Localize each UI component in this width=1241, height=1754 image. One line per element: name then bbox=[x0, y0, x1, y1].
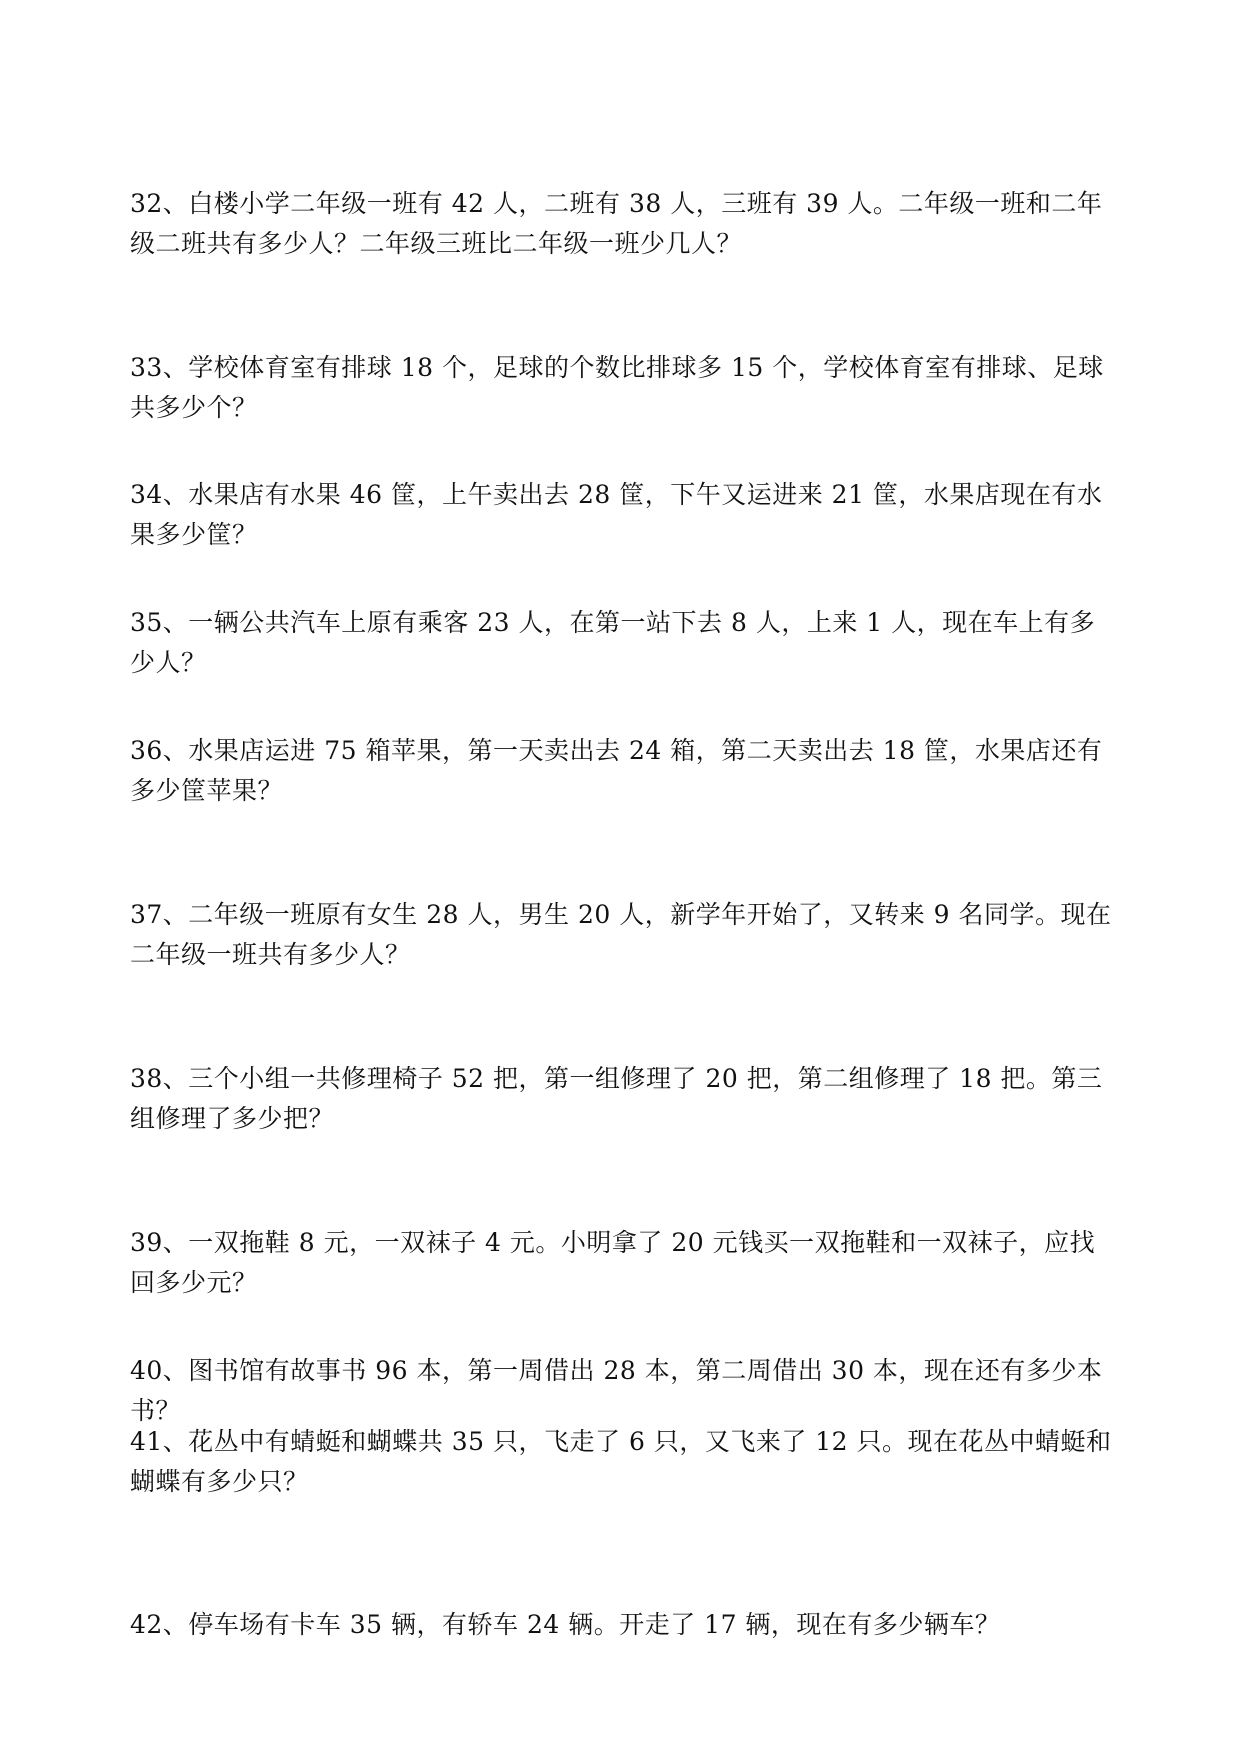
problem-38: 38、三个小组一共修理椅子 52 把，第一组修理了 20 把，第二组修理了 18 把。第三组修理了多少把？ bbox=[130, 1064, 1103, 1133]
problem-41: 41、花丛中有蜻蜓和蝴蝶共 35 只，飞走了 6 只，又飞来了 12 只。现在花丛中蜻蜓和蝴蝶有多少只？ bbox=[130, 1427, 1112, 1496]
problem-42: 42、停车场有卡车 35 辆，有轿车 24 辆。开走了 17 辆，现在有多少辆车？ bbox=[130, 1610, 1001, 1639]
problem-37: 37、二年级一班原有女生 28 人，男生 20 人，新学年开始了，又转来 9 名同学。现在二年级一班共有多少人？ bbox=[130, 900, 1112, 969]
problem-36: 36、水果店运进 75 箱苹果，第一天卖出去 24 箱，第二天卖出去 18 筐，水果店还有多少筐苹果？ bbox=[130, 736, 1103, 805]
problem-39: 39、一双拖鞋 8 元，一双袜子 4 元。小明拿了 20 元钱买一双拖鞋和一双袜子，应找回多少元？ bbox=[130, 1228, 1096, 1297]
problem-40: 40、图书馆有故事书 96 本，第一周借出 28 本，第二周借出 30 本，现在还有多少本书？ bbox=[130, 1356, 1103, 1425]
problem-35: 35、一辆公共汽车上原有乘客 23 人，在第一站下去 8 人，上来 1 人，现在车上有多少人？ bbox=[130, 608, 1096, 677]
problem-33: 33、学校体育室有排球 18 个，足球的个数比排球多 15 个，学校体育室有排球、足球共多少个？ bbox=[130, 353, 1104, 422]
problem-32: 32、白楼小学二年级一班有 42 人，二班有 38 人，三班有 39 人。二年级一班和二年级二班共有多少人？二年级三班比二年级一班少几人？ bbox=[130, 189, 1103, 258]
problem-34: 34、水果店有水果 46 筐，上午卖出去 28 筐，下午又运进来 21 筐，水果店现在有水果多少筐？ bbox=[130, 480, 1103, 549]
